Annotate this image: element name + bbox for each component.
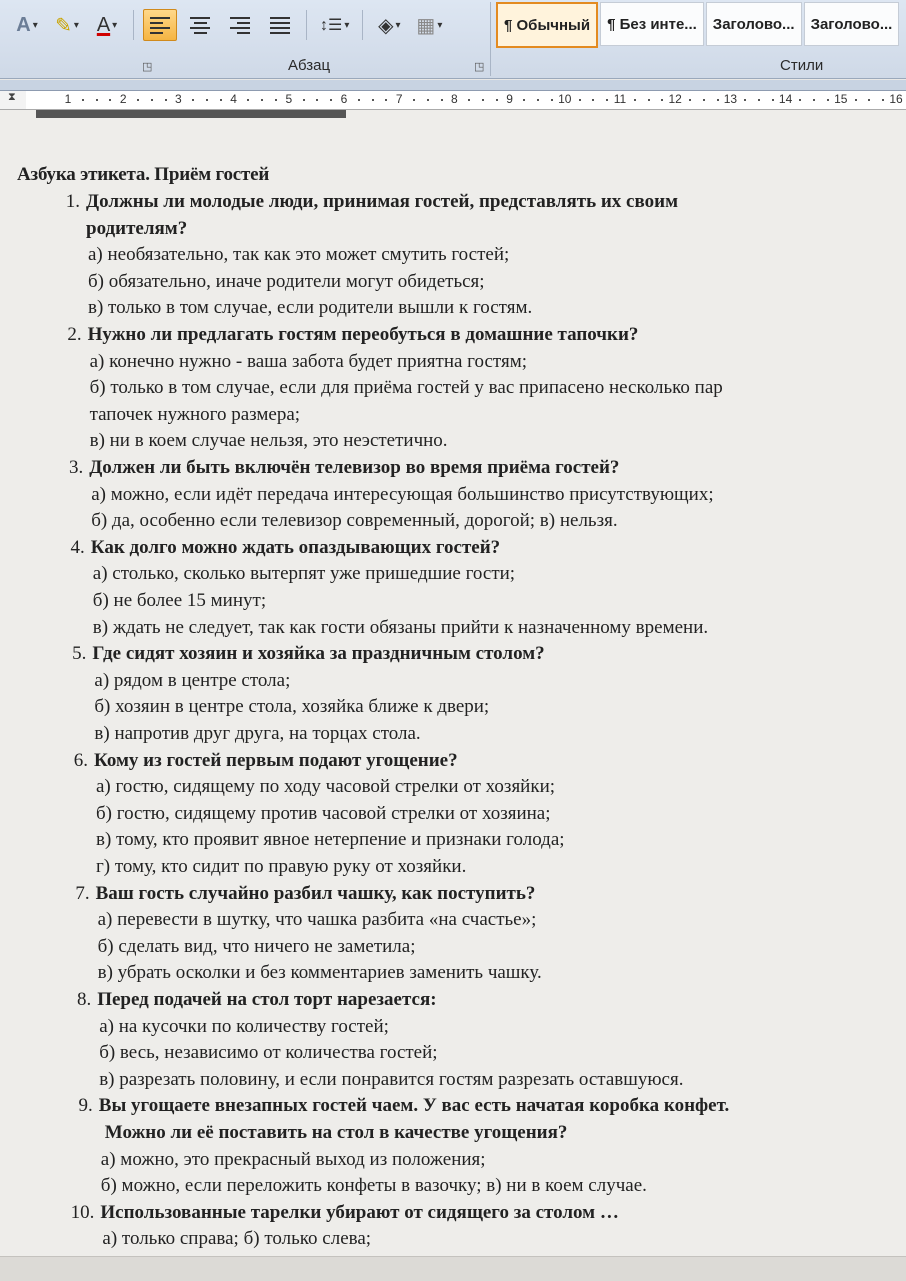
ruler-tick-mark — [744, 99, 746, 101]
answer-option: б) гостю, сидящему против часовой стрелки от хозяина; — [96, 802, 551, 824]
style-normal[interactable]: ¶ Обычный — [496, 2, 598, 48]
align-right-icon — [230, 17, 250, 34]
highlight-color-button[interactable] — [50, 9, 84, 41]
question-text: Использованные тарелки убирают от сидящего за столом … — [100, 1201, 619, 1223]
answer-option: б) можно, если переложить конфеты в вазочку; в) ни в коем случае. — [100, 1175, 647, 1197]
paragraph-dialog-launcher-icon[interactable]: ◳ — [474, 61, 485, 73]
align-right-button[interactable] — [223, 9, 257, 41]
ruler-tick-mark — [427, 99, 429, 101]
ruler-tick-mark — [468, 99, 470, 101]
question-number: 5. — [72, 643, 87, 665]
ruler-tick-mark — [661, 99, 663, 101]
font-dialog-launcher-icon[interactable]: ◳ — [142, 61, 153, 73]
justify-icon — [270, 17, 290, 34]
cut-off-heading-fragment — [36, 98, 346, 124]
align-center-button[interactable] — [183, 9, 217, 41]
answer-option: в) тому, кто проявит явное нетерпение и признаки голода; — [96, 829, 565, 851]
ruler-tick-mark — [441, 99, 443, 101]
answer-option: в) только в том случае, если родители вышли к гостям. — [88, 297, 533, 319]
style-no-spacing[interactable]: ¶ Без инте... — [600, 2, 704, 46]
ribbon — [0, 0, 906, 79]
answer-option: б) обязательно, иначе родители могут обидеться; — [88, 270, 485, 292]
answer-option: а) столько, сколько вытерпят уже пришедшие гости; — [92, 563, 516, 585]
question-text: Должны ли молодые люди, принимая гостей, представлять их своим — [86, 191, 679, 212]
question-number: 2. — [67, 324, 82, 345]
ruler-tick-mark — [772, 99, 774, 101]
ruler-number: 2 — [119, 92, 127, 106]
answer-option: в) ни в коем случае нельзя, это неэстетично. — [89, 430, 448, 452]
ruler-number: 3 — [175, 92, 182, 106]
align-left-icon — [150, 17, 170, 34]
ruler-tick-mark — [703, 99, 705, 101]
ruler-tick-mark — [358, 99, 360, 101]
paint-bucket-icon: ◈ — [378, 14, 394, 37]
style-heading-1[interactable]: Заголово... — [706, 2, 802, 46]
document-page[interactable] — [0, 110, 906, 1256]
question-text: Кому из гостей первым подают угощение? — [94, 749, 458, 771]
paragraph-group-label: Абзац — [288, 57, 331, 74]
answer-option: б) сделать вид, что ничего не заметила; — [97, 935, 416, 957]
answer-option: а) необязательно, так как это может смутить гостей; — [88, 244, 510, 266]
style-heading-2[interactable]: Заголово... — [804, 2, 900, 46]
ruler-tick-mark — [592, 99, 594, 101]
group-divider — [490, 2, 491, 76]
ruler-tick-mark — [413, 99, 415, 101]
chevron-down-icon: ▾ — [344, 19, 350, 31]
ruler-number: 15 — [834, 92, 848, 106]
ruler-tick-mark — [758, 99, 760, 101]
paragraph-toolbar — [10, 8, 446, 42]
answer-option: а) перевести в шутку, что чашка разбита «на счастье»; — [97, 909, 537, 931]
ruler-tick-mark — [813, 99, 815, 101]
page-bottom-area — [0, 1256, 906, 1281]
answer-option: б) только в том случае, если для приёма гостей у вас припасено несколько пар — [89, 377, 723, 399]
ruler-tick-mark — [868, 99, 870, 101]
question-text: Нужно ли предлагать гостям переобуться в домашние тапочки? — [87, 324, 639, 345]
answer-option: б) хозяин в центре стола, хозяйка ближе к двери; — [94, 696, 490, 718]
ribbon-bottom-edge — [0, 80, 906, 91]
ruler-tick-mark — [689, 99, 691, 101]
answer-option: б) да, особенно если телевизор современный, дорогой; в) нельзя. — [91, 510, 618, 532]
line-spacing-button[interactable] — [316, 9, 353, 41]
ruler-number: 6 — [340, 92, 348, 106]
ruler-number: 11 — [613, 92, 627, 106]
ruler-tick-mark — [537, 99, 539, 101]
highlighter-icon: ✎ — [55, 14, 72, 37]
justify-button[interactable] — [263, 9, 297, 41]
answer-option: а) только справа; б) только слева; — [102, 1228, 372, 1250]
ruler-tick-mark — [523, 99, 525, 101]
question-text: Ваш гость случайно разбил чашку, как поступить? — [95, 882, 536, 904]
ruler-tick-mark — [634, 99, 636, 101]
ruler-tick-mark — [648, 99, 650, 101]
ruler-tick-mark — [827, 99, 829, 101]
question-number: 6. — [73, 749, 88, 771]
chevron-down-icon: ▾ — [437, 19, 443, 31]
ruler-tick-mark — [496, 99, 498, 101]
answer-option: г) тому, кто сидит по правую руку от хозяйки. — [96, 856, 467, 877]
ruler-number: 8 — [451, 92, 458, 106]
answer-option: а) можно, это прекрасный выход из положения; — [100, 1148, 486, 1170]
answer-option: а) гостю, сидящему по ходу часовой стрелки от хозяйки; — [96, 776, 556, 798]
shading-button[interactable] — [372, 9, 406, 41]
font-color-button[interactable] — [90, 9, 124, 41]
ruler-number: 14 — [778, 92, 793, 106]
borders-button[interactable] — [412, 9, 446, 41]
question-text: Перед подачей на стол торт нарезается: — [97, 989, 437, 1010]
question-text: родителям? — [86, 217, 188, 239]
styles-gallery — [496, 2, 906, 48]
question-number: 10. — [70, 1201, 95, 1223]
ruler-tick-mark — [717, 99, 719, 101]
answer-option: в) разрезать половину, и если понравится гостям разрезать оставшуюся. — [99, 1068, 684, 1090]
ruler-number: 16 — [889, 92, 903, 106]
answer-option: б) весь, независимо от количества гостей; — [99, 1042, 438, 1064]
ruler-number: 9 — [506, 92, 513, 106]
question-number: 1. — [65, 191, 80, 212]
borders-icon: ▦ — [416, 14, 436, 37]
line-spacing-icon: ↕☰ — [320, 17, 343, 34]
answer-option: в) ждать не следует, так как гости обязаны прийти к назначенному времени. — [92, 616, 709, 638]
toolbar-divider — [306, 10, 307, 40]
question-text: Вы угощаете внезапных гостей чаем. У вас есть начатая коробка конфет. — [98, 1095, 730, 1117]
document-heading: Азбука этикета. Приём гостей — [17, 164, 270, 185]
chevron-down-icon: ▾ — [395, 19, 401, 31]
chevron-down-icon: ▾ — [32, 19, 38, 31]
question-number: 4. — [70, 536, 85, 558]
question-number: 8. — [76, 989, 92, 1010]
question-number: 9. — [78, 1095, 93, 1117]
ruler-tick-mark — [372, 99, 374, 101]
question-number: 3. — [68, 457, 84, 478]
ruler-number: 12 — [668, 92, 682, 106]
ruler-number: 1 — [64, 92, 72, 106]
text-effects-icon: A — [16, 13, 31, 36]
indent-marker-icon[interactable]: ⧗ — [8, 91, 16, 103]
text-effects-button[interactable] — [10, 9, 44, 41]
toolbar-divider — [133, 10, 134, 40]
answer-option: б) не более 15 минут; — [92, 590, 267, 611]
ruler-tick-mark — [482, 99, 484, 101]
ruler-tick-mark — [855, 99, 857, 101]
answer-option: тапочек нужного размера; — [89, 403, 301, 425]
font-color-icon: A — [96, 13, 111, 36]
answer-option: а) конечно нужно - ваша забота будет приятна гостям; — [89, 350, 528, 372]
ruler-tick-mark — [882, 99, 884, 101]
ruler-number: 4 — [230, 92, 237, 106]
ruler-tick-mark — [799, 99, 801, 101]
align-center-icon — [190, 17, 210, 34]
question-text: Где сидят хозяин и хозяйка за праздничным столом? — [92, 643, 545, 665]
answer-option: а) на кусочки по количеству гостей; — [99, 1015, 389, 1037]
answer-option: в) напротив друг друга, на торцах стола. — [94, 723, 421, 744]
align-left-button[interactable] — [143, 9, 177, 41]
question-text: Можно ли её поставить на стол в качестве угощения? — [104, 1122, 568, 1143]
answer-option: а) можно, если идёт передача интересующая большинство присутствующих; — [91, 483, 714, 505]
answer-option: а) рядом в центре стола; — [94, 669, 291, 691]
ruler-number: 7 — [395, 92, 403, 106]
question-text: Как долго можно ждать опаздывающих гостей? — [90, 536, 501, 558]
ruler-number: 10 — [558, 92, 572, 106]
question-text: Должен ли быть включён телевизор во время приёма гостей? — [89, 457, 620, 478]
ruler-number: 5 — [285, 92, 293, 106]
chevron-down-icon: ▾ — [112, 19, 118, 31]
ruler-tick-mark — [606, 99, 608, 101]
answer-option: в) убрать осколки и без комментариев заменить чашку. — [97, 962, 542, 984]
ruler-number: 13 — [723, 92, 738, 106]
ruler-tick-mark — [551, 99, 553, 101]
styles-group-label: Стили — [780, 57, 824, 74]
toolbar-divider — [362, 10, 363, 40]
ruler-tick-mark — [385, 99, 387, 101]
ruler-tick-mark — [579, 99, 581, 101]
question-number: 7. — [75, 882, 90, 904]
chevron-down-icon: ▾ — [73, 19, 79, 31]
